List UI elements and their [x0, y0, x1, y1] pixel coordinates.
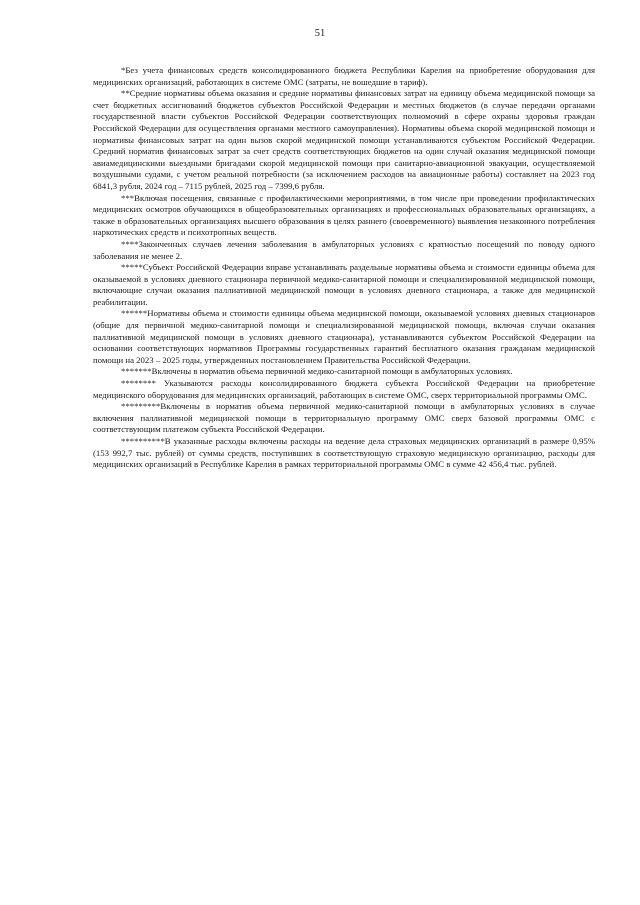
footnote: *********Включены в норматив объема первичной медико-санитарной помощи в амбулаторных условиях в случае включения паллиативной медицинской помощи в территориальную программу ОМС сверх базовой программы ОМС с соответствующим платежом субъекта Российской Федерации.: [93, 401, 595, 435]
footnote: ******Нормативы объема и стоимости единицы объема медицинской помощи, оказываемой условиях дневных стационаров (общие для первичной медико-санитарной помощи и специализированной медицинской помощи, включая случаи оказания паллиативной медицинской помощи в условиях дневного стационара), устанавливаются субъектом Российской Федерации на основании соответствующих нормативов Программы государственных гарантий бесплатного оказания гражданам медицинской помощи на 2023 – 2025 годы, утвержденных постановлением Правительства Российской Федерации.: [93, 308, 595, 365]
footnote: *******Включены в норматив объема первичной медико-санитарной помощи в амбулаторных условиях.: [121, 366, 513, 377]
footnote: **Средние нормативы объема оказания и средние нормативы финансовых затрат на единицу объема медицинской помощи за счет бюджетных ассигнований бюджетов субъектов Российской Федерации и местных бюджетов (в случае передачи органами государственной власти субъектов Российской Федерации соответствующих полномочий в сфере охраны здоровья граждан Российской Федерации для осуществления органами местного самоуправления). Нормативы объема скорой медицинской помощи и нормативы финансовых затрат на один вызов скорой медицинской помощи устанавливаются субъектом Российской Федерации. Средний норматив финансовых затрат за счет средств соответствующих бюджетов на один случай оказания медицинской помощи авиамедицинскими выездными бригадами скорой медицинской помощи при санитарно-авиационной эвакуации, осуществляемой воздушными судами, с учетом реальной потребности (за исключением расходов на авиационные работы) составляет на 2023 год 6841,3 рубля, 2024 год – 7115 рублей, 2025 год – 7399,6 рубля.: [93, 88, 595, 191]
footnote: ***Включая посещения, связанные с профилактическими мероприятиями, в том числе при проведении профилактических медицинских осмотров обучающихся в общеобразовательных организациях и профессиональных образовательных организациях, а также в образовательных организациях высшего образования в целях раннего (своевременного) выявления незаконного потребления наркотических средств и психотропных веществ.: [93, 192, 595, 238]
footnotes-block: [93, 65, 595, 471]
footnote: ****Законченных случаев лечения заболевания в амбулаторных условиях с кратностью посещений по поводу одного заболевания не менее 2.: [93, 238, 595, 261]
footnote: **********В указанные расходы включены расходы на ведение дела страховых медицинских организаций в размере 0,95% (153 992,7 тыс. рублей) от суммы средств, поступивших в соответствующую страховую медицинскую организацию, расходы для медицинских организаций в Республике Карелия в рамках территориальной программы ОМС в сумме 42 456,4 тыс. рублей.: [93, 436, 595, 470]
footnote: *****Субъект Российской Федерации вправе устанавливать раздельные нормативы объема и стоимости единицы объема для оказываемой в условиях дневного стационара первичной медико-санитарной помощи и специализированной медицинской помощи, включающие случаи оказания паллиативной медицинской помощи в условиях дневного стационара, а также для медицинской реабилитации.: [93, 262, 595, 307]
page-number: 51: [314, 28, 326, 39]
footnote: ******** Указываются расходы консолидированного бюджета субъекта Российской Федерации на приобретение медицинского оборудования для медицинских организаций, работающих в системе ОМС, сверх территориальной программы ОМС.: [93, 378, 595, 400]
footnote: *Без учета финансовых средств консолидированного бюджета Республики Карелия на приобретение оборудования для медицинских организаций, работающих в системе ОМС (затраты, не вошедшие в тариф).: [93, 65, 595, 87]
